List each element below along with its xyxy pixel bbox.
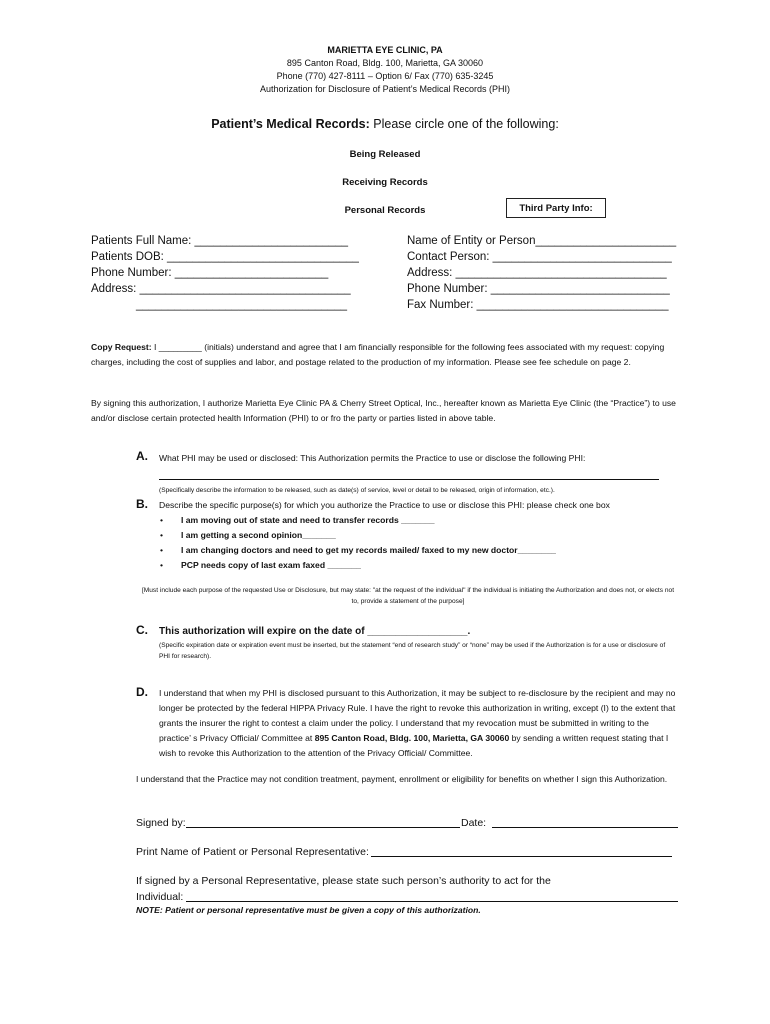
patient-fields: [91, 233, 359, 313]
copy-request-label: Copy Request:: [91, 342, 152, 352]
third-party-fax-field[interactable]: Fax Number: ______________________________: [407, 299, 669, 311]
section-a-letter: A.: [136, 449, 148, 463]
section-d-letter: D.: [136, 685, 148, 699]
records-title-rest: Please circle one of the following:: [369, 117, 559, 131]
date-label: Date:: [461, 817, 487, 829]
option-receiving-records[interactable]: Receiving Records: [342, 177, 428, 188]
clinic-phone: Phone (770) 427-8111 – Option 6/ Fax (770) 635-3245: [276, 71, 494, 81]
section-a-note: (Specifically describe the information to be released, such as date(s) of service, level or detail to be released, origin of information, etc.).: [159, 487, 555, 494]
purpose-changing-doctors[interactable]: • I am changing doctors and need to get my records mailed/ faxed to my new doctor________: [160, 543, 556, 558]
records-title-bold: Patient’s Medical Records:: [211, 117, 370, 131]
date-line[interactable]: [492, 827, 678, 828]
clinic-header: [0, 44, 770, 96]
condition-statement: I understand that the Practice may not condition treatment, payment, enrollment or eligibility for benefits on whether I sign this Authorization.: [136, 774, 668, 784]
entity-name-field[interactable]: Name of Entity or Person______________________: [407, 235, 677, 247]
section-a-text: What PHI may be used or disclosed: This Authorization permits the Practice to use or disclose the following PHI:: [159, 453, 586, 463]
third-party-fields: [407, 233, 676, 313]
patient-address-line2-field[interactable]: _________________________________: [136, 299, 348, 311]
print-name-line[interactable]: [371, 856, 672, 857]
signed-by-label: Signed by:: [136, 817, 186, 829]
section-d-address: 895 Canton Road, Bldg. 100, Marietta, GA 30060: [314, 733, 510, 743]
third-party-phone-field[interactable]: Phone Number: ____________________________: [407, 283, 670, 295]
section-b-note: [Must include each purpose of the requested Use or Disclosure, but may state: "at the request of the individual" if the individual is initiating the Authorization and does not, or elects not to, provide a statement of the purpose]: [141, 587, 675, 605]
section-c-text[interactable]: This authorization will expire on the date of __________________.: [159, 626, 471, 637]
section-a-answer-line[interactable]: [159, 479, 659, 480]
records-title: [0, 117, 770, 131]
patient-phone-field[interactable]: Phone Number: ________________________: [91, 267, 329, 279]
clinic-name: MARIETTA EYE CLINIC, PA: [327, 45, 443, 55]
authorization-intro: By signing this authorization, I authorize Marietta Eye Clinic PA & Cherry Street Optical, Inc., hereafter known as Marietta Eye Clinic (the “Practice”) to use and/or disclose certain protected health Information (PHI) to or fro the party or parties listed in above table.: [91, 398, 676, 423]
section-c-note: (Specific expiration date or expiration event must be inserted, but the statement “end of research study” or “none” may be used if the Authorization is for a use or disclosure of PHI for research).: [159, 642, 666, 660]
section-c-letter: C.: [136, 623, 148, 637]
section-b-text: Describe the specific purpose(s) for which you authorize the Practice to use or disclose this PHI: please check one box: [159, 500, 610, 510]
purpose-moving-out-of-state[interactable]: • I am moving out of state and need to transfer records _______: [160, 513, 556, 528]
form-title: Authorization for Disclosure of Patient’s Medical Records (PHI): [260, 84, 510, 94]
section-d-text-after: by sending a written request stating that I wish to revoke this Authorization to the attention of the Privacy Official/ Committee.: [159, 733, 669, 758]
option-personal-records[interactable]: Personal Records: [344, 205, 426, 216]
copy-request-text[interactable]: I _________ (initials) understand and agree that I am financially responsible for the following fees associated with my request: copying charges, including the cost of supplies and labor, and postage related to the production of my information. Please see fee schedule on page 2.: [91, 342, 665, 367]
contact-person-field[interactable]: Contact Person: ____________________________: [407, 251, 672, 263]
clinic-address: 895 Canton Road, Bldg. 100, Marietta, GA 30060: [286, 58, 484, 68]
rep-authority-label-line2: Individual:: [136, 891, 184, 903]
third-party-address-field[interactable]: Address: _________________________________: [407, 267, 667, 279]
rep-authority-label-line1: If signed by a Personal Representative, please state such person’s authority to act for the: [136, 875, 551, 887]
signature-line[interactable]: [186, 827, 460, 828]
section-d-paragraph: [159, 686, 681, 761]
rep-authority-line[interactable]: [186, 901, 678, 902]
patient-dob-field[interactable]: Patients DOB: ______________________________: [91, 251, 359, 263]
third-party-info-box: Third Party Info:: [506, 198, 606, 218]
copy-request-paragraph: [91, 340, 681, 370]
section-d-text-before: I understand that when my PHI is disclosed pursuant to this Authorization, it may be subject to re-disclosure by the recipient and may no longer be protected by the federal HIPPA Privacy Rule. I have the right to revoke this authorization in writing, except (I) to the extent that grants the insurer the right to contest a claim under the policy. I understand that my revocation must be submitted in writing to the practice’ s Privacy Official/ Committee at: [159, 688, 676, 743]
purpose-pcp-exam-copy[interactable]: • PCP needs copy of last exam faxed _______: [160, 558, 556, 573]
patient-address-field[interactable]: Address: _________________________________: [91, 283, 351, 295]
copy-note: NOTE: Patient or personal representative must be given a copy of this authorization.: [136, 905, 481, 915]
purpose-second-opinion[interactable]: • I am getting a second opinion_______: [160, 528, 556, 543]
option-being-released[interactable]: Being Released: [349, 149, 421, 160]
section-b-letter: B.: [136, 497, 148, 511]
purpose-list: [160, 513, 556, 573]
print-name-label: Print Name of Patient or Personal Representative:: [136, 846, 369, 858]
patient-full-name-field[interactable]: Patients Full Name: ________________________: [91, 235, 349, 247]
